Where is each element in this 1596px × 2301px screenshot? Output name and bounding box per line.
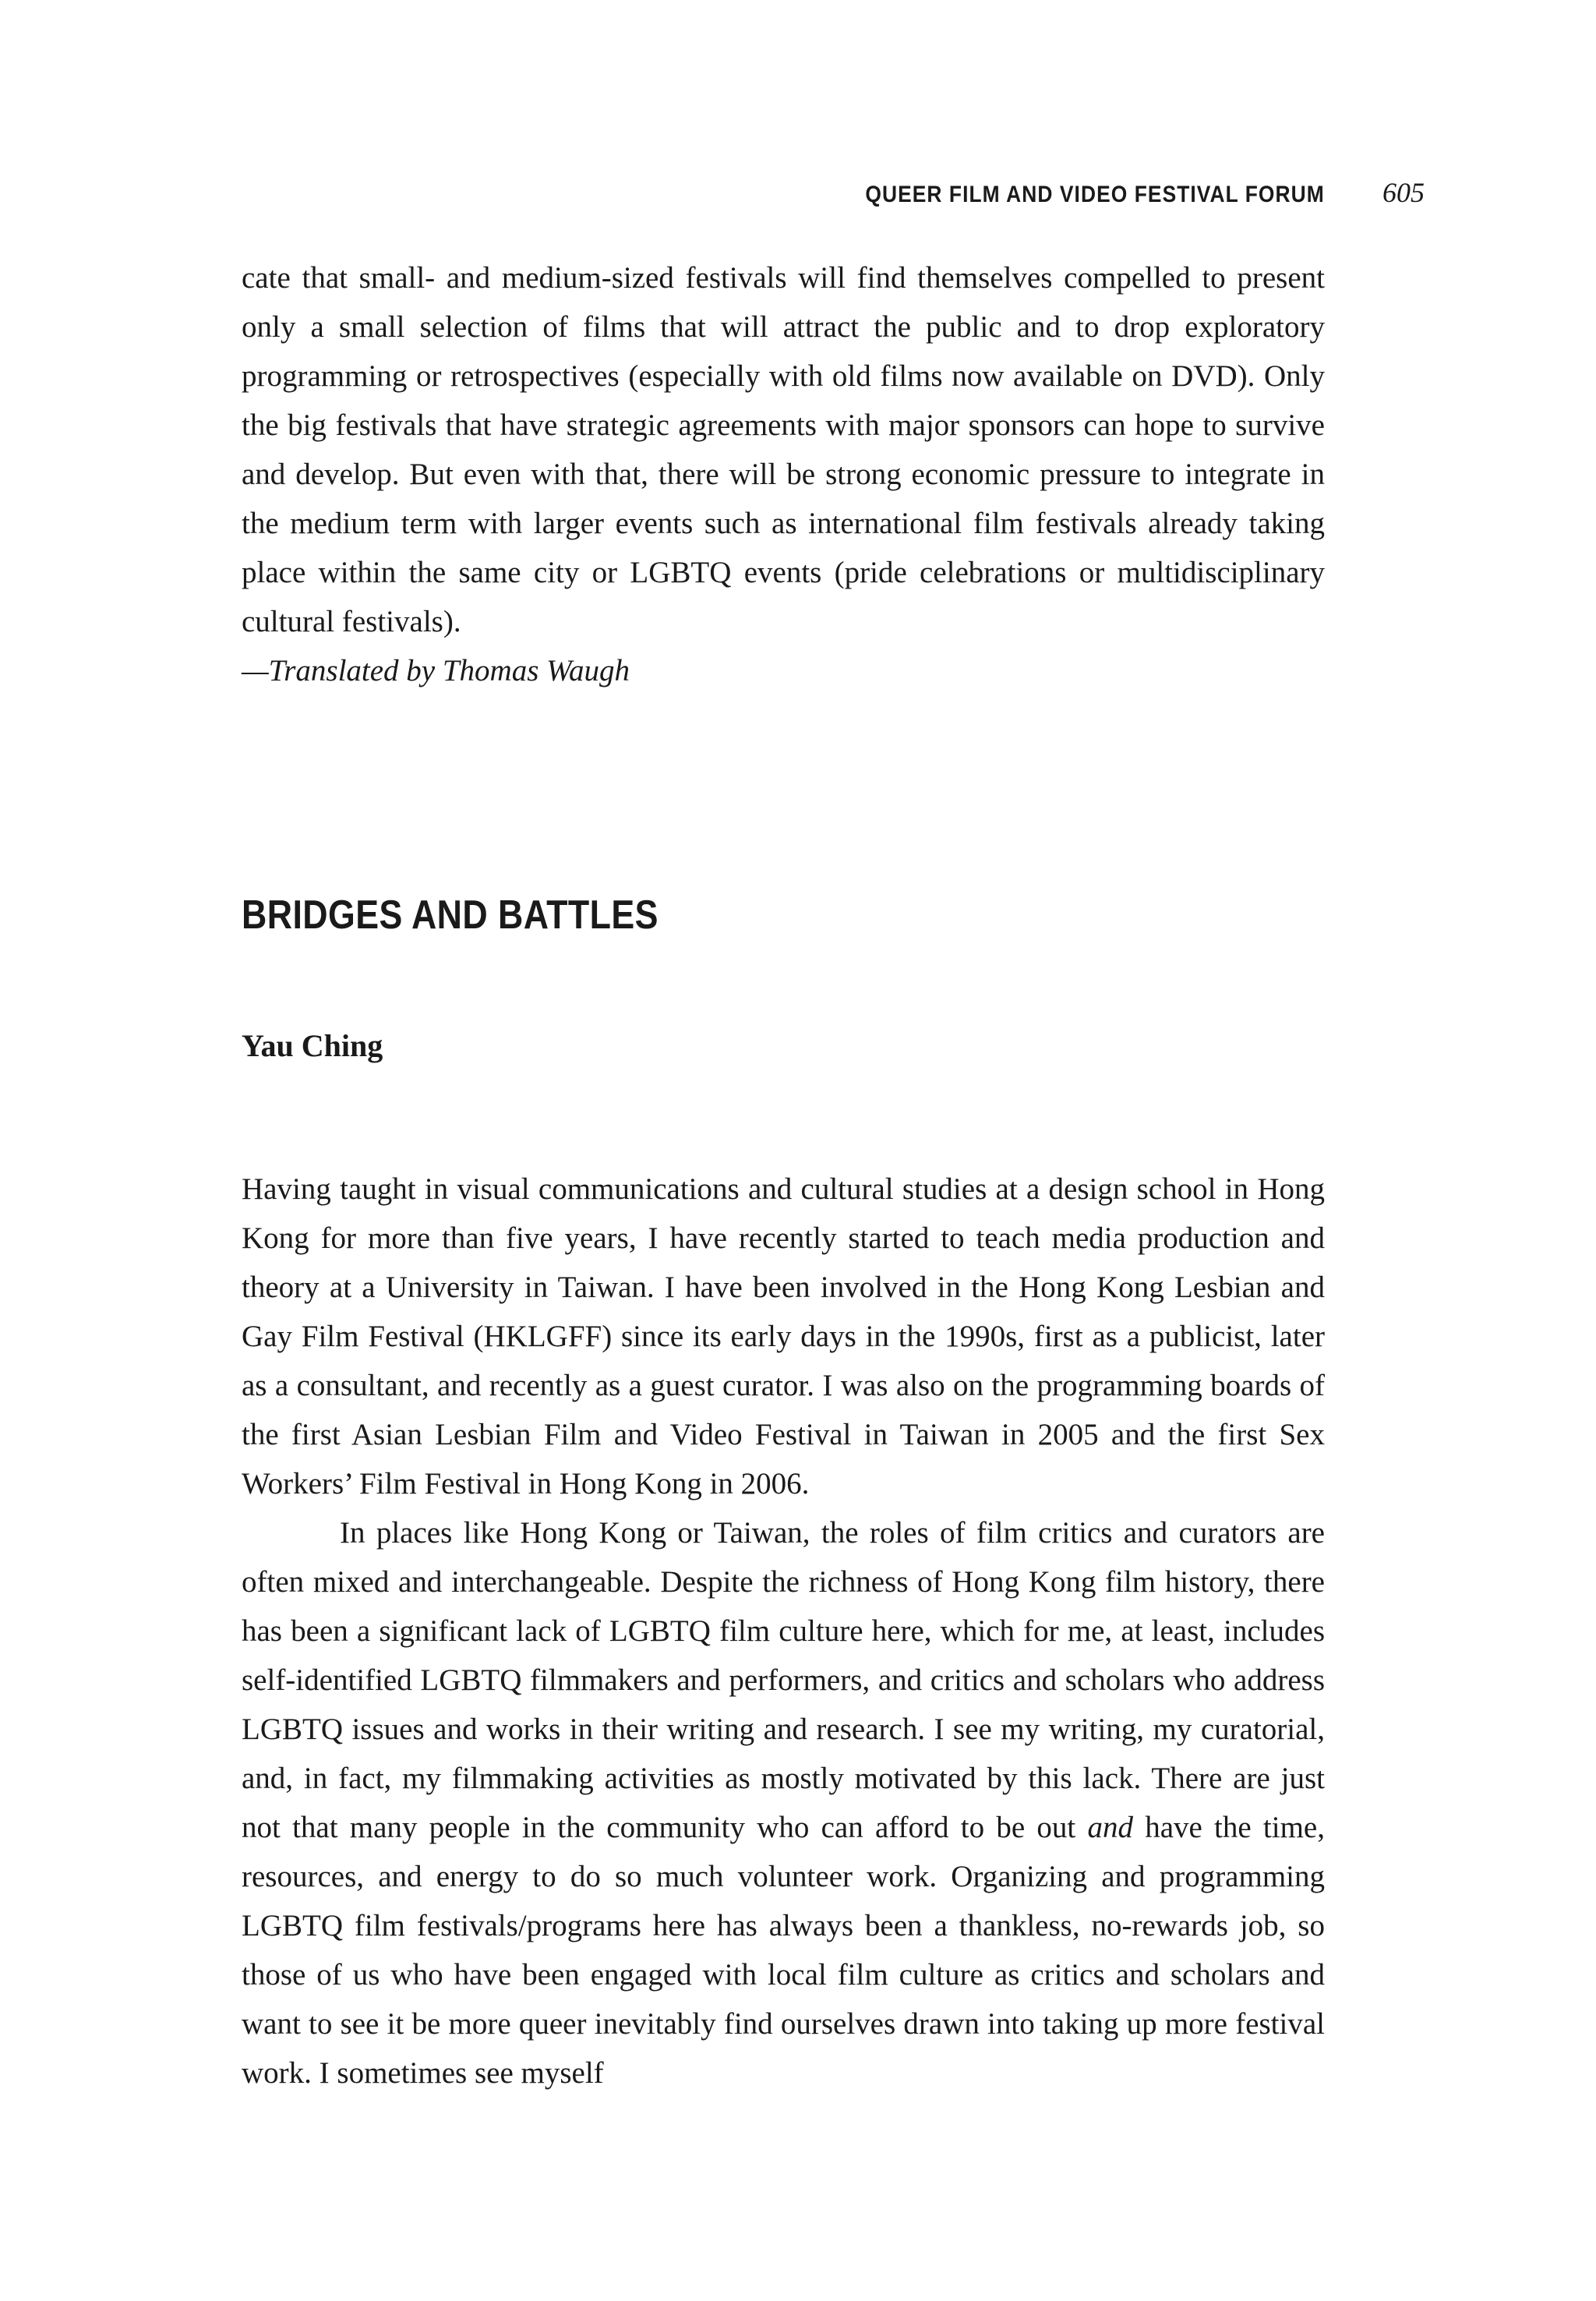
body-paragraph-1: Having taught in visual communications and cultural studies at a design school in Hong Kong for more than five years, I have recently started to teach media production and theory at a University in Taiwan. I have been involved in the Hong Kong Lesbian and Gay Film Festival (HKLGFF) since its early days in the 1990s, first as a publicist, later as a consultant, and recently as a guest curator. I was also on the programming boards of the first Asian Lesbian Film and Video Festival in Taiwan in 2005 and the first Sex Workers’ Film Festival in Hong Kong in 2006.: [242, 1172, 1325, 1500]
translator-credit: —Translated by Thomas Waugh: [242, 654, 630, 687]
continued-text: [242, 253, 1325, 695]
section-title: BRIDGES AND BATTLES: [242, 892, 659, 938]
running-head-title: QUEER FILM AND VIDEO FESTIVAL FORUM: [865, 182, 1325, 207]
emphasis-and: and: [1087, 1811, 1133, 1844]
continued-paragraph: cate that small- and medium-sized festivals will find themselves compelled to present only a small selection of films that will attract the public and to drop exploratory programming or retrospectives (especially with old films now available on DVD). Only the big festivals that have strategic agreements with major sponsors can hope to survive and develop. But even with that, there will be strong economic pressure to integrate in the medium term with larger events such as international film festivals already taking place within the same city or LGBTQ events (pride celebrations or multidisciplinary cultural festivals).: [242, 261, 1325, 638]
body-paragraph-2: [242, 1508, 1325, 2098]
page-number: 605: [1382, 177, 1425, 208]
running-head: [803, 176, 1425, 209]
body-paragraph-2-end: have the time, resources, and energy to do so much volunteer work. Organizing and programming LGBTQ film festivals/programs here has always been a thankless, no-rewards job, so those of us who have been engaged with local film culture as critics and scholars and want to see it be more queer inevitably find ourselves drawn into taking up more festival work. I sometimes see myself: [242, 1811, 1325, 2090]
author-name: Yau Ching: [242, 1028, 383, 1063]
article-body: [242, 1165, 1325, 2098]
body-paragraph-2-start: In places like Hong Kong or Taiwan, the roles of film critics and curators are often mixed and interchangeable. Despite the richness of Hong Kong film history, there has been a significant lack of LGBTQ film culture here, which for me, at least, includes self-identified LGBTQ filmmakers and performers, and critics and scholars who address LGBTQ issues and works in their writing and research. I see my writing, my curatorial, and, in fact, my filmmaking activities as mostly motivated by this lack. There are just not that many people in the community who can afford to be out: [242, 1516, 1325, 1844]
